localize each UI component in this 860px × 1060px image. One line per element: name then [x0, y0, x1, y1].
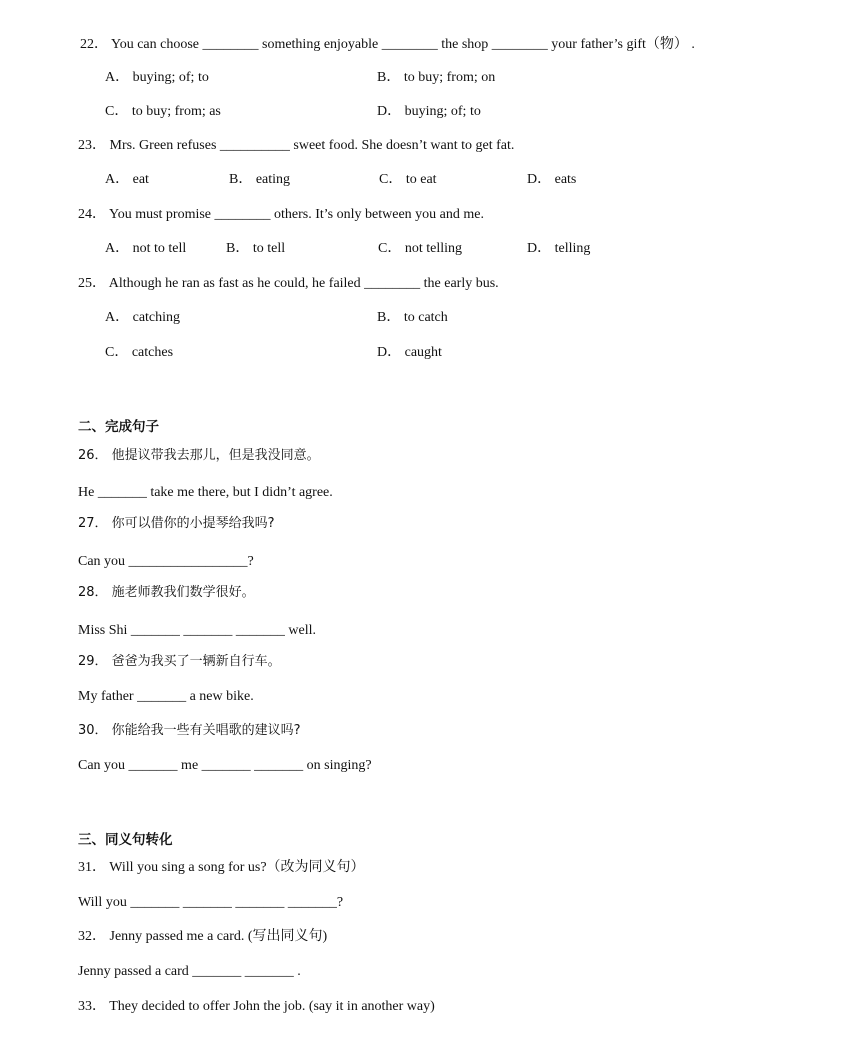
question-29-answer-line[interactable]: My father _______ a new bike. — [78, 689, 254, 704]
question-29-prompt: 29． 爸爸为我买了一辆新自行车。 — [78, 654, 281, 669]
question-23-option-a[interactable]: A． eat — [105, 172, 149, 187]
question-30-prompt: 30． 你能给我一些有关唱歌的建议吗? — [78, 723, 301, 738]
question-33-prompt: 33． They decided to offer John the job. (say it in another way) — [78, 999, 435, 1014]
section-2-heading: 二、完成句子 — [78, 419, 159, 435]
question-25-option-d[interactable]: D． caught — [377, 345, 442, 360]
question-24-text: 24． You must promise ________ others. It’s only between you and me. — [78, 207, 484, 222]
question-24-option-c[interactable]: C． not telling — [378, 241, 462, 256]
section-3-heading: 三、同义句转化 — [78, 832, 173, 848]
question-32-answer-line[interactable]: Jenny passed a card _______ _______ . — [78, 964, 301, 979]
question-28-answer-line[interactable]: Miss Shi _______ _______ _______ well. — [78, 623, 317, 638]
question-30-answer-line[interactable]: Can you _______ me _______ _______ on singing? — [78, 758, 372, 773]
question-27-prompt: 27． 你可以借你的小提琴给我吗? — [78, 516, 275, 531]
question-22-text: 22． You can choose ________ something enjoyable ________ the shop ________ your father’s gift（物） . — [80, 37, 695, 52]
question-22-option-b[interactable]: B． to buy; from; on — [377, 70, 496, 85]
question-25-text: 25． Although he ran as fast as he could, he failed ________ the early bus. — [78, 276, 499, 291]
question-22-option-a[interactable]: A． buying; of; to — [105, 70, 209, 85]
question-32-prompt: 32． Jenny passed me a card. (写出同义句) — [78, 929, 328, 944]
question-23-option-c[interactable]: C． to eat — [379, 172, 437, 187]
question-28-prompt: 28． 施老师教我们数学很好。 — [78, 585, 255, 600]
question-24-option-d[interactable]: D． telling — [527, 241, 591, 256]
question-26-answer-line[interactable]: He _______ take me there, but I didn’t agree. — [78, 485, 333, 500]
question-31-answer-line[interactable]: Will you _______ _______ _______ _______? — [78, 895, 344, 910]
question-25-option-c[interactable]: C． catches — [105, 345, 174, 360]
question-24-option-a[interactable]: A． not to tell — [105, 241, 187, 256]
question-22-option-d[interactable]: D． buying; of; to — [377, 104, 481, 119]
question-23-text: 23． Mrs. Green refuses __________ sweet food. She doesn’t want to get fat. — [78, 138, 515, 153]
question-23-option-d[interactable]: D． eats — [527, 172, 577, 187]
question-24-option-b[interactable]: B． to tell — [226, 241, 286, 256]
question-25-option-a[interactable]: A． catching — [105, 310, 181, 325]
question-27-answer-line[interactable]: Can you _________________? — [78, 554, 254, 569]
question-31-prompt: 31． Will you sing a song for us?（改为同义句） — [78, 860, 365, 875]
question-23-option-b[interactable]: B． eating — [229, 172, 291, 187]
question-22-option-c[interactable]: C． to buy; from; as — [105, 104, 221, 119]
question-26-prompt: 26． 他提议带我去那儿，但是我没同意。 — [78, 448, 320, 463]
question-25-option-b[interactable]: B． to catch — [377, 310, 448, 325]
